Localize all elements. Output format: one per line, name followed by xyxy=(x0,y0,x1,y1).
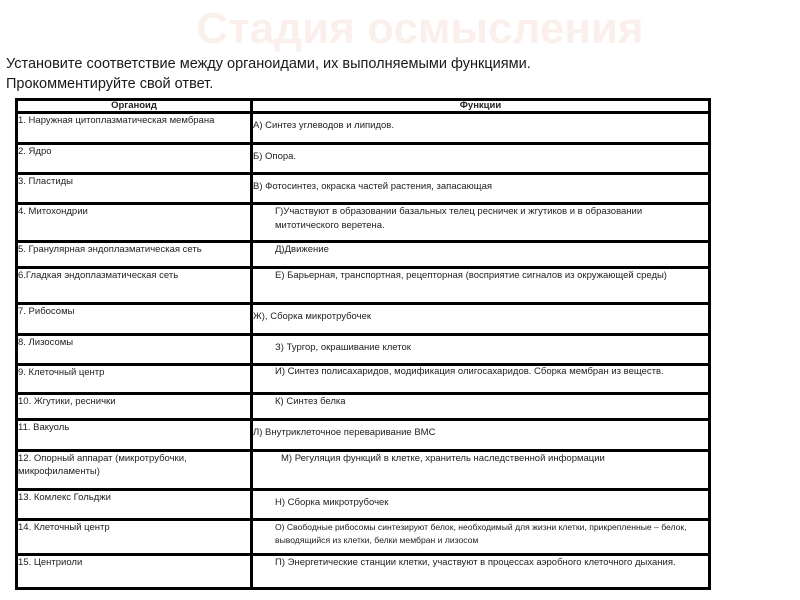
table-row xyxy=(17,420,710,451)
header-organoid: Органоид xyxy=(17,100,252,113)
table-row xyxy=(17,520,710,555)
function-cell: Б) Опора. xyxy=(252,144,710,174)
function-cell: З) Тургор, окрашивание клеток xyxy=(252,335,710,365)
function-cell: Е) Барьерная, транспортная, рецепторная (восприятие сигналов из окружающей среды) xyxy=(252,268,710,304)
function-cell: П) Энергетические станции клетки, участвуют в процессах аэробного клеточного дыхания. xyxy=(252,555,710,589)
table-row xyxy=(17,365,710,394)
function-cell: Д)Движение xyxy=(252,242,710,268)
table-row xyxy=(17,555,710,589)
table-row xyxy=(17,204,710,242)
organoid-cell: 11. Вакуоль xyxy=(17,420,252,451)
table-row xyxy=(17,451,710,490)
organoid-cell: 6.Гладкая эндоплазматическая сеть xyxy=(17,268,252,304)
table-row xyxy=(17,174,710,204)
table-row xyxy=(17,268,710,304)
organoid-cell: 9. Клеточный центр xyxy=(17,365,252,394)
organoid-cell: 8. Лизосомы xyxy=(17,335,252,365)
table-row xyxy=(17,394,710,420)
task-instructions xyxy=(6,54,531,94)
table-row xyxy=(17,304,710,335)
organoid-cell: 1. Наружная цитоплазматическая мембрана xyxy=(17,113,252,144)
organoid-cell: 4. Митохондрии xyxy=(17,204,252,242)
organoid-cell: 2. Ядро xyxy=(17,144,252,174)
function-cell: В) Фотосинтез, окраска частей растения, запасающая xyxy=(252,174,710,204)
organoid-cell: 7. Рибосомы xyxy=(17,304,252,335)
header-functions: Функции xyxy=(252,100,710,113)
function-cell: И) Синтез полисахаридов, модификация олигосахаридов. Сборка мембран из веществ. xyxy=(252,365,710,394)
table-row xyxy=(17,242,710,268)
organoid-cell: 13. Комлекс Гольджи xyxy=(17,490,252,520)
table-row xyxy=(17,113,710,144)
organoid-cell: 14. Клеточный центр xyxy=(17,520,252,555)
function-cell: К) Синтез белка xyxy=(252,394,710,420)
table-row xyxy=(17,490,710,520)
function-cell: Н) Сборка микротрубочек xyxy=(252,490,710,520)
function-cell: Г)Участвуют в образовании базальных телец ресничек и жгутиков и в образовании митотического веретена. xyxy=(252,204,710,242)
function-cell: О) Свободные рибосомы синтезируют белок, необходимый для жизни клетки, прикрепленные – белок, выводящийся из клетки, белки мембран и лизосом xyxy=(252,520,710,555)
function-cell: Л) Внутриклеточное переваривание ВМС xyxy=(252,420,710,451)
instruction-line-2: Прокомментируйте свой ответ. xyxy=(6,76,214,92)
organoid-cell: 10. Жгутики, реснички xyxy=(17,394,252,420)
organoid-cell: 3. Пластиды xyxy=(17,174,252,204)
organoid-cell: 12. Опорный аппарат (микротрубочки, микрофиламенты) xyxy=(17,451,252,490)
organoid-cell: 15. Центриоли xyxy=(17,555,252,589)
slide-title: Стадия осмысления xyxy=(196,4,644,53)
table-header-row xyxy=(17,100,710,113)
matching-table xyxy=(15,98,711,590)
instruction-line-1: Установите соответствие между органоидами, их выполняемыми функциями. xyxy=(6,56,531,72)
function-cell: М) Регуляция функций в клетке, хранитель наследственной информации xyxy=(252,451,710,490)
organoid-cell: 5. Гранулярная эндоплазматическая сеть xyxy=(17,242,252,268)
table-row xyxy=(17,144,710,174)
table-row xyxy=(17,335,710,365)
function-cell: Ж), Сборка микротрубочек xyxy=(252,304,710,335)
function-cell: А) Синтез углеводов и липидов. xyxy=(252,113,710,144)
